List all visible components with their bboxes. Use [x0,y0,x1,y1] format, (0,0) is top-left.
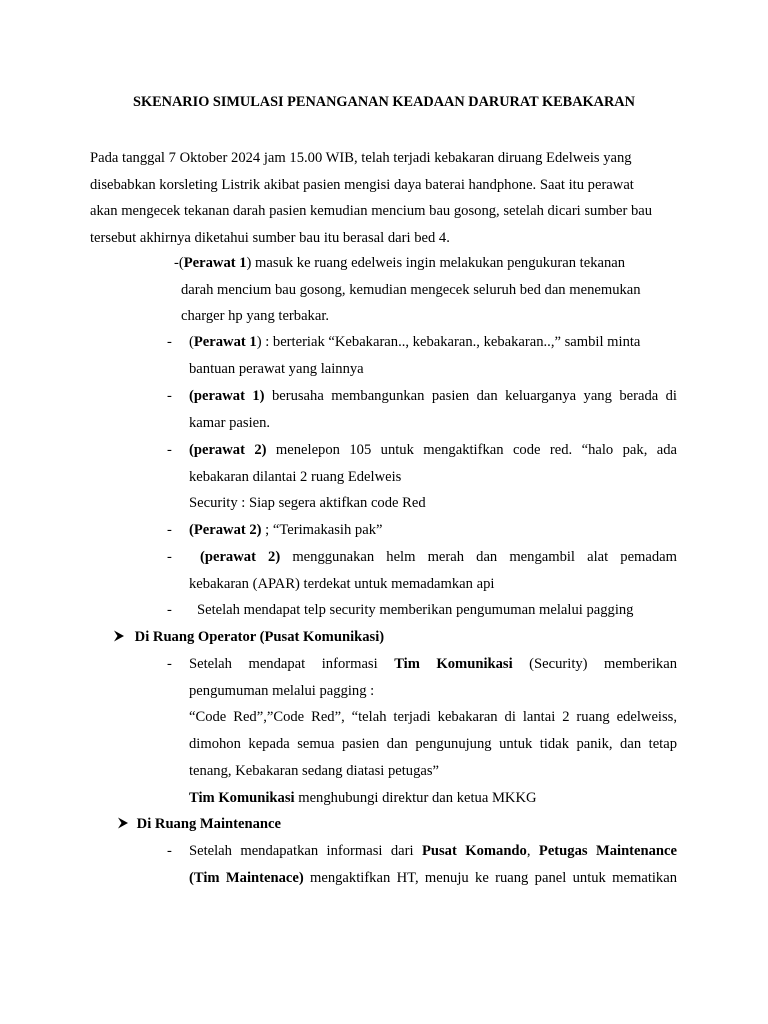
intro-line: disebabkan korsleting Listrik akibat pasien mengisi daya baterai handphone. Saat itu perawat [90,176,634,193]
intro-line: tersebut akhirnya diketahui sumber bau itu berasal dari bed 4. [90,230,450,247]
role-label: (perawat 1) [189,388,265,404]
scenario-item-security-pagging: Setelah mendapat telp security memberikan pengumuman melalui pagging [197,602,634,618]
arrowhead-bullet-icon [113,630,125,642]
list-dash: - [167,549,172,565]
role-label: (perawat 2) [189,442,267,458]
list-dash: - [167,843,172,859]
list-dash: - [167,656,172,672]
scenario-item-perawat2-call: (perawat 2) menelepon 105 untuk mengaktifkan code red. “halo pak, ada kebakaran dilantai 2 ruang Edelweis Security : Siap segera aktifkan code Red [189,442,677,512]
role-label: Perawat 1 [193,334,257,350]
intro-line: akan mengecek tekanan darah pasien kemudian mencium bau gosong, setelah dicari sumber bau [90,203,653,220]
scenario-item-perawat1-intro: -(Perawat 1) masuk ke ruang edelweis ingin melakukan pengukuran tekanan darah mencium bau gosong, kemudian mengecek seluruh bed dan menemukan charger hp yang terbakar. [174,255,641,325]
intro-paragraph [90,145,680,252]
role-label: (Tim Maintenace) [189,869,304,886]
arrowhead-bullet-icon [117,817,129,829]
operator-announcement-item: Setelah mendapat informasi Tim Komunikasi (Security) memberikan pengumuman melalui pagging : “Code Red”,”Code Red”, “telah terjadi kebakaran di lantai 2 ruang edelweiss, dimohon kepada semua pasien dan pengunujung untuk tidak panik, dan tetap tenang, Kebakaran sedang diatasi petugas” Tim Komunikasi menghubungi direktur dan ketua MKKG [189,656,678,806]
role-label: Petugas Maintenance [538,843,678,859]
role-label: Perawat 1 [183,255,247,271]
scenario-item-perawat1-shout: (Perawat 1) : berteriak “Kebakaran.., kebakaran., kebakaran..,” sambil minta bantuan perawat yang lainnya [189,334,641,377]
list-dash: - [167,602,172,618]
role-label: Tim Komunikasi [394,656,513,672]
list-dash: - [167,334,172,350]
role-label: (Perawat 2) [189,522,262,538]
section-heading-maintenance: Di Ruang Maintenance [117,811,281,838]
document-title: SKENARIO SIMULASI PENANGANAN KEADAAN DARURAT KEBAKARAN [133,94,635,110]
role-label: Tim Komunikasi [189,789,295,806]
role-label: Pusat Komando [421,843,527,859]
role-label: (perawat 2) [200,549,281,565]
scenario-item-perawat2-apar: (perawat 2) menggunakan helm merah dan mengambil alat pemadam kebakaran (APAR) terdekat untuk memadamkan api [189,549,677,592]
maintenance-item: Setelah mendapatkan informasi dari Pusat Komando, Petugas Maintenance (Tim Maintenace) mengaktifkan HT, menuju ke ruang panel untuk mematikan [189,843,678,886]
scenario-item-perawat1-wake: (perawat 1) berusaha membangunkan pasien dan keluarganya yang berada di kamar pasien. [189,388,677,431]
list-dash: - [167,388,172,404]
intro-line: Pada tanggal 7 Oktober 2024 jam 15.00 WIB, telah terjadi kebakaran diruang Edelweis yang [90,150,632,166]
scenario-item-perawat2-thanks: (Perawat 2) ; “Terimakasih pak” [189,522,383,538]
list-dash: - [167,522,172,538]
section-heading-operator: Di Ruang Operator (Pusat Komunikasi) [113,624,384,651]
list-dash: - [167,442,172,458]
